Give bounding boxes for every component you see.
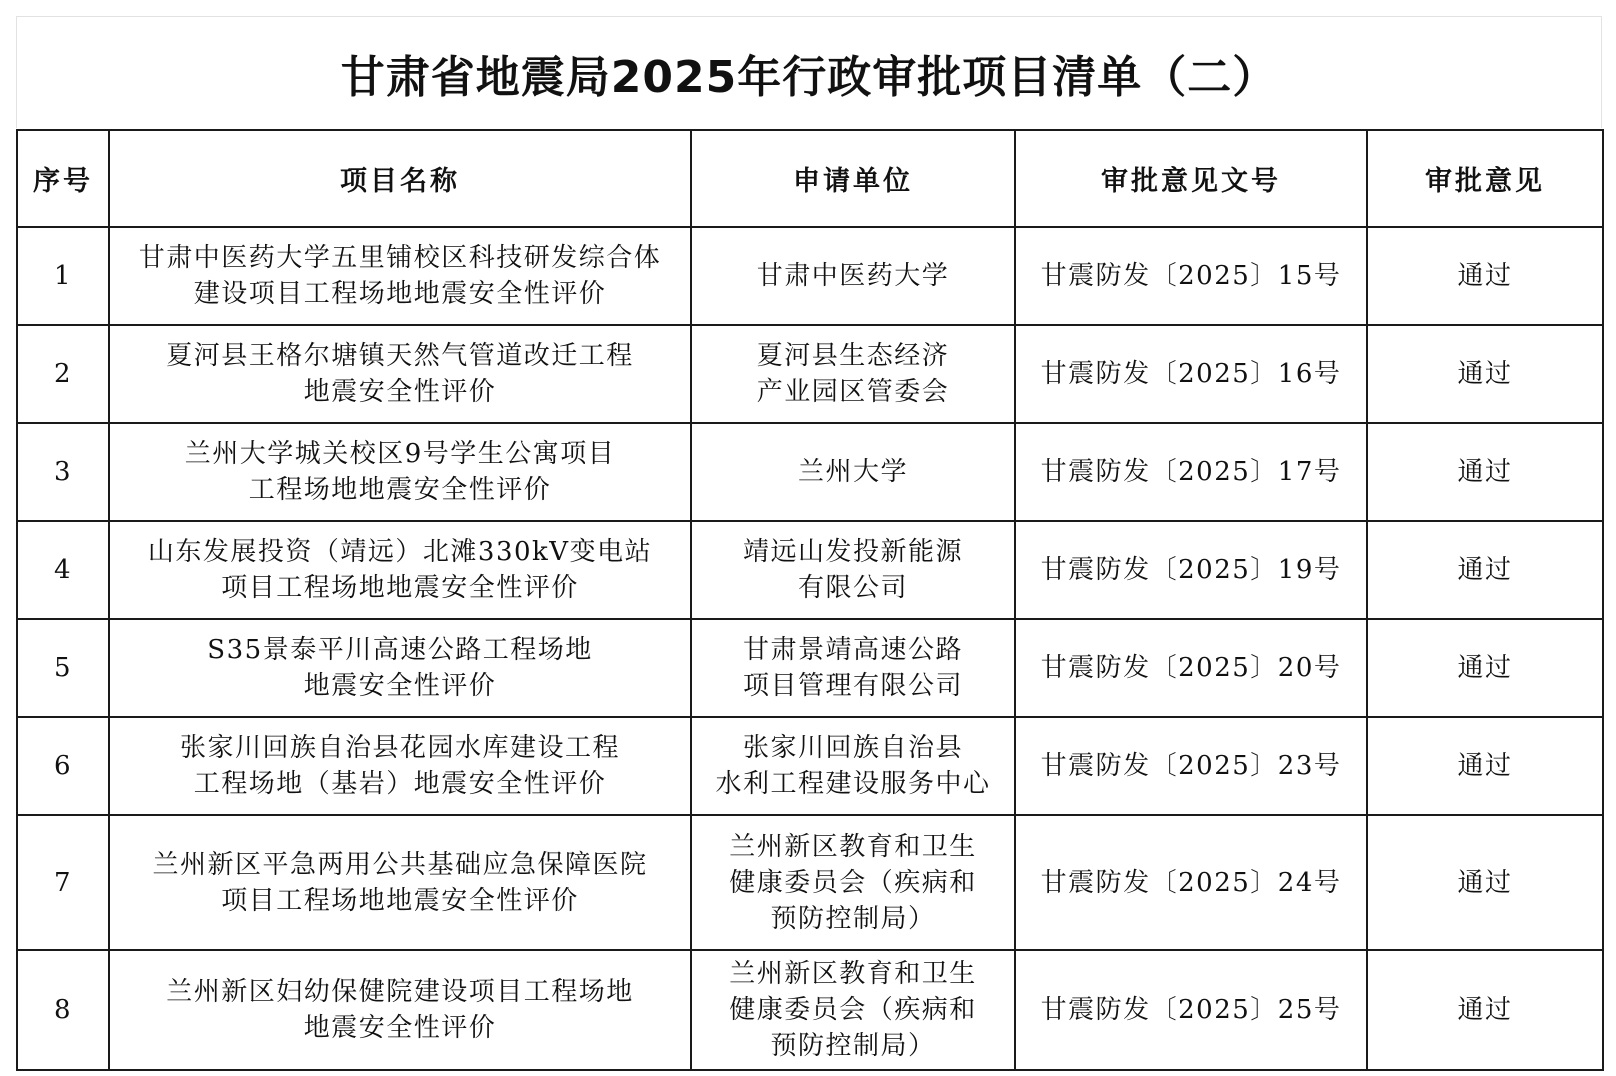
applicant-line: 预防控制局）	[770, 1031, 936, 1061]
row-opinion: 通过	[1367, 423, 1603, 521]
applicant-line: 健康委员会（疾病和	[729, 995, 977, 1025]
header-applicant: 申请单位	[691, 130, 1015, 227]
applicant-line: 兰州新区教育和卫生	[729, 959, 977, 989]
row-doc-no: 甘震防发〔2025〕20号	[1015, 619, 1367, 717]
applicant-line: 产业园区管委会	[756, 377, 950, 407]
row-project	[109, 325, 691, 423]
project-line: 项目工程场地地震安全性评价	[221, 573, 579, 603]
project-line: 夏河县王格尔塘镇天然气管道改迁工程	[166, 341, 634, 371]
applicant-line: 水利工程建设服务中心	[715, 769, 991, 799]
project-line: 工程场地地震安全性评价	[248, 475, 552, 505]
row-opinion: 通过	[1367, 227, 1603, 325]
applicant-line: 兰州新区教育和卫生	[729, 831, 977, 862]
applicant-line: 甘肃中医药大学	[756, 261, 950, 291]
approval-table	[16, 129, 1604, 1071]
applicant-line: 甘肃景靖高速公路	[742, 635, 963, 665]
row-opinion: 通过	[1367, 521, 1603, 619]
project-line: 兰州新区平急两用公共基础应急保障医院	[152, 849, 648, 880]
applicant-line: 夏河县生态经济	[756, 341, 950, 371]
header-doc-no: 审批意见文号	[1015, 130, 1367, 227]
header-index: 序号	[17, 130, 109, 227]
project-line: 工程场地（基岩）地震安全性评价	[193, 769, 607, 799]
row-doc-no: 甘震防发〔2025〕24号	[1015, 815, 1367, 950]
row-opinion: 通过	[1367, 325, 1603, 423]
project-line: S35景泰平川高速公路工程场地	[207, 635, 593, 665]
applicant-line: 预防控制局）	[770, 903, 936, 934]
row-index: 3	[17, 423, 109, 521]
row-index: 5	[17, 619, 109, 717]
row-index: 7	[17, 815, 109, 950]
row-doc-no: 甘震防发〔2025〕15号	[1015, 227, 1367, 325]
row-applicant	[691, 619, 1015, 717]
row-doc-no: 甘震防发〔2025〕23号	[1015, 717, 1367, 815]
row-project	[109, 619, 691, 717]
table-row	[17, 950, 1603, 1070]
row-doc-no: 甘震防发〔2025〕19号	[1015, 521, 1367, 619]
row-opinion: 通过	[1367, 619, 1603, 717]
page-title: 甘肃省地震局2025年行政审批项目清单（二）	[340, 51, 1278, 103]
table-row	[17, 423, 1603, 521]
table-row	[17, 717, 1603, 815]
row-opinion: 通过	[1367, 815, 1603, 950]
row-applicant	[691, 815, 1015, 950]
row-project	[109, 227, 691, 325]
row-applicant	[691, 325, 1015, 423]
table-row	[17, 325, 1603, 423]
row-doc-no: 甘震防发〔2025〕17号	[1015, 423, 1367, 521]
row-project	[109, 717, 691, 815]
applicant-line: 靖远山发投新能源	[742, 537, 963, 567]
project-line: 项目工程场地地震安全性评价	[221, 885, 579, 916]
row-applicant	[691, 950, 1015, 1070]
header-project: 项目名称	[109, 130, 691, 227]
title-box	[16, 16, 1602, 128]
row-index: 4	[17, 521, 109, 619]
row-index: 8	[17, 950, 109, 1070]
row-project	[109, 950, 691, 1070]
row-project	[109, 423, 691, 521]
row-index: 2	[17, 325, 109, 423]
row-index: 1	[17, 227, 109, 325]
table-row	[17, 227, 1603, 325]
row-doc-no: 甘震防发〔2025〕16号	[1015, 325, 1367, 423]
table-row	[17, 521, 1603, 619]
table-row	[17, 619, 1603, 717]
row-doc-no: 甘震防发〔2025〕25号	[1015, 950, 1367, 1070]
row-project	[109, 815, 691, 950]
project-line: 地震安全性评价	[303, 1013, 497, 1043]
applicant-line: 项目管理有限公司	[742, 671, 963, 701]
project-line: 兰州大学城关校区9号学生公寓项目	[184, 439, 616, 469]
applicant-line: 健康委员会（疾病和	[729, 867, 977, 898]
header-opinion: 审批意见	[1367, 130, 1603, 227]
table-row	[17, 815, 1603, 950]
project-line: 山东发展投资（靖远）北滩330kV变电站	[147, 537, 653, 567]
applicant-line: 张家川回族自治县	[742, 733, 963, 763]
table-header-row	[17, 130, 1603, 227]
project-line: 甘肃中医药大学五里铺校区科技研发综合体	[138, 243, 662, 273]
project-line: 地震安全性评价	[303, 377, 497, 407]
project-line: 地震安全性评价	[303, 671, 497, 701]
row-applicant	[691, 227, 1015, 325]
row-opinion: 通过	[1367, 717, 1603, 815]
project-line: 兰州新区妇幼保健院建设项目工程场地	[166, 977, 634, 1007]
row-project	[109, 521, 691, 619]
row-applicant	[691, 717, 1015, 815]
row-applicant	[691, 521, 1015, 619]
applicant-line: 有限公司	[797, 573, 908, 603]
project-line: 张家川回族自治县花园水库建设工程	[179, 733, 620, 763]
row-opinion: 通过	[1367, 950, 1603, 1070]
row-applicant	[691, 423, 1015, 521]
row-index: 6	[17, 717, 109, 815]
applicant-line: 兰州大学	[797, 457, 908, 487]
project-line: 建设项目工程场地地震安全性评价	[193, 279, 607, 309]
